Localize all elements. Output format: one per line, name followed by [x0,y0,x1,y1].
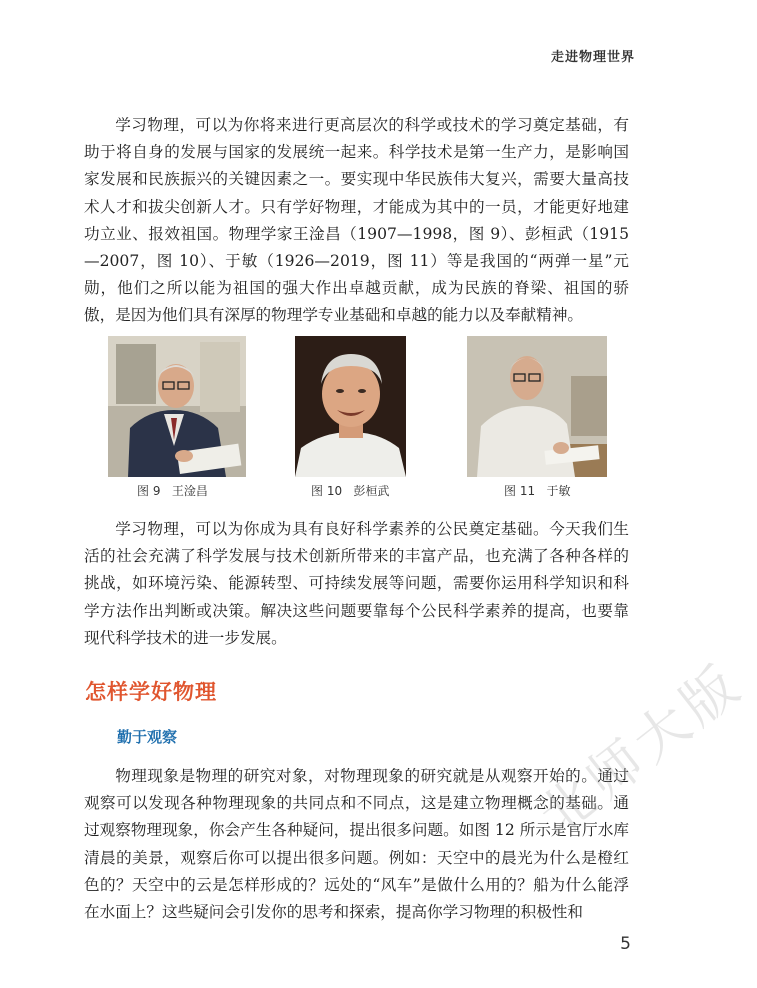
figure-9-caption: 图 9 王淦昌 [137,484,208,498]
body-paragraph-intro: 学习物理，可以为你将来进行更高层次的科学或技术的学习奠定基础，有助于将自身的发展与国家的发展统一起来。科学技术是第一生产力，是影响国家发展和民族振兴的关键因素之一。要实现中华民族伟大复兴，需要大量高技术人才和拔尖创新人才。只有学好物理，才能成为其中的一员，才能更好地建功立业、报效祖国。物理学家王淦昌（1907—1998，图 9）、彭桓武（1915—2007，图 10）、于敏（1926—2019，图 11）等是我国的“两弹一星”元勋，他们之所以能为祖国的强大作出卓越贡献，成为民族的脊梁、祖国的骄傲，是因为他们具有深厚的物理学专业基础和卓越的能力以及奉献精神。 [84,116,629,325]
figure-10 [295,336,406,477]
portrait-photo-icon [108,336,246,477]
portrait-photo-icon [467,336,607,477]
page-number: 5 [620,934,631,954]
section-title: 怎样学好物理 [85,680,217,704]
figure-11 [467,336,607,477]
portrait-photo-icon [295,336,406,477]
subsection-title: 勤于观察 [117,728,178,746]
publisher-watermark: 北师大版 [526,650,755,849]
figure-9 [108,336,246,477]
body-paragraph-science-literacy: 学习物理，可以为你成为具有良好科学素养的公民奠定基础。今天我们生活的社会充满了科学发展与技术创新所带来的丰富产品，也充满了各种各样的挑战，如环境污染、能源转型、可持续发展等问题，需要你运用科学知识和科学方法作出判断或决策。解决这些问题要靠每个公民科学素养的提高，也要靠现代科学技术的进一步发展。 [84,520,629,647]
figure-10-caption: 图 10 彭桓武 [311,484,390,498]
body-paragraph-observation: 物理现象是物理的研究对象，对物理现象的研究就是从观察开始的。通过观察可以发现各种物理现象的共同点和不同点，这是建立物理概念的基础。通过观察物理现象，你会产生各种疑问，提出很多问题。如图 12 所示是官厅水库清晨的美景，观察后你可以提出很多问题。例如：天空中的晨光为什么是橙红色的？天空中的云是怎样形成的？远处的“风车”是做什么用的？船为什么能浮在水面上？这些疑问会引发你的思考和探索，提高你学习物理的积极性和 [84,767,629,922]
figure-11-caption: 图 11 于敏 [504,484,571,498]
running-header: 走进物理世界 [550,50,635,65]
